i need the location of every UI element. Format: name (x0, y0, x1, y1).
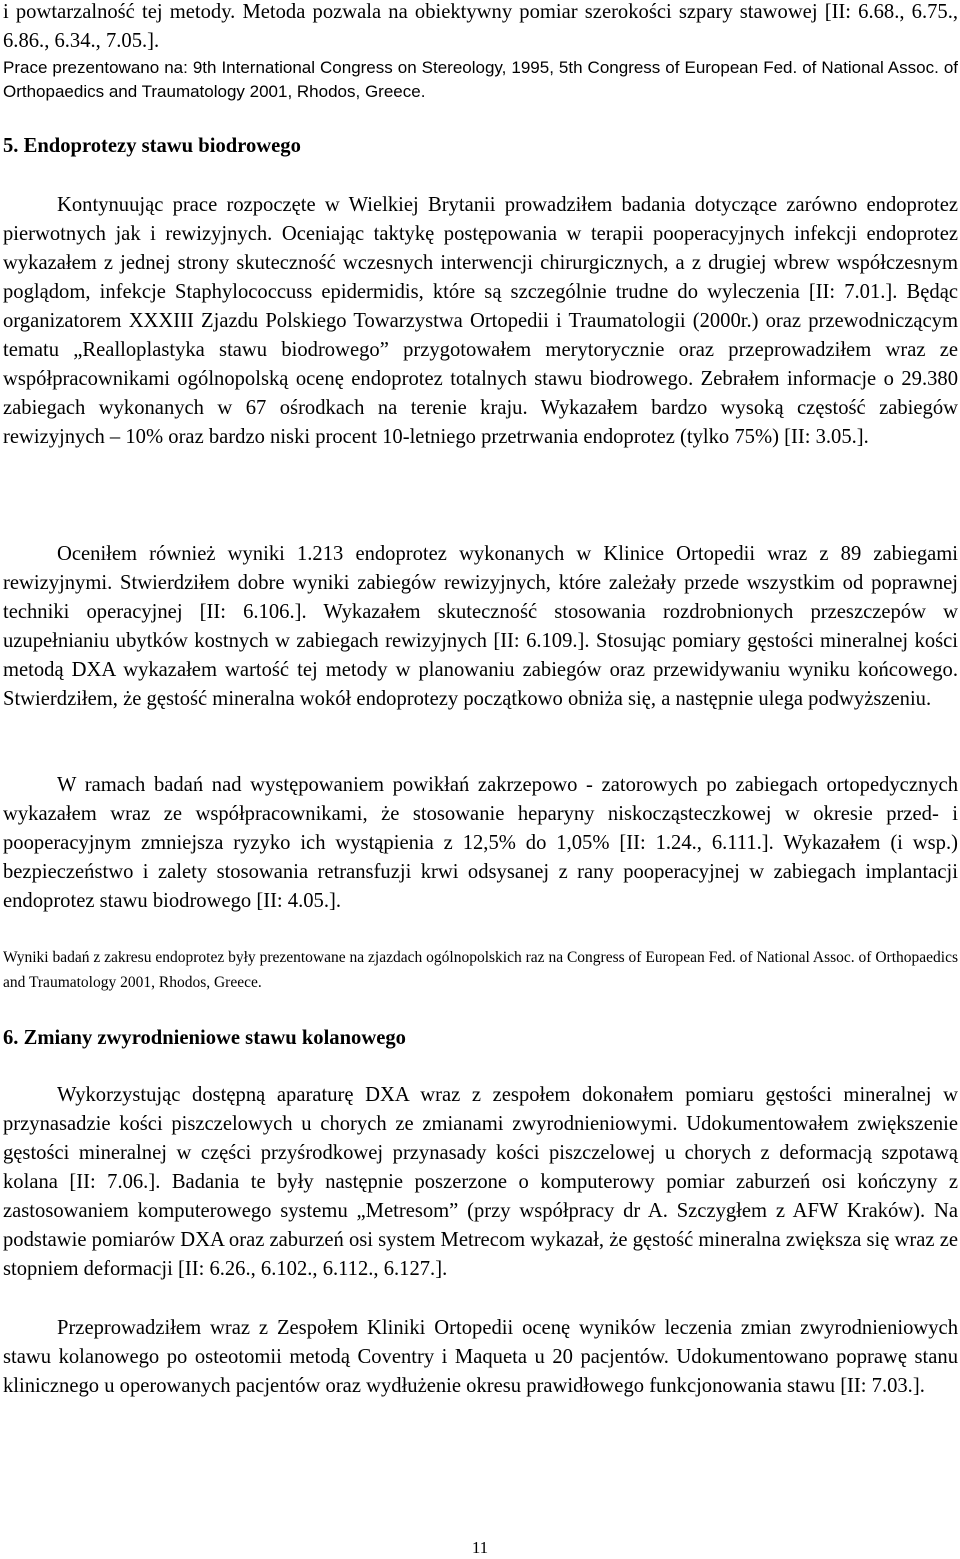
page-number: 11 (471, 1538, 489, 1557)
intro-paragraph: i powtarzalność tej metody. Metoda pozwala na obiektywny pomiar szerokości szpary stawowej [II: 6.68., 6.75., 6.86., 6.34., 7.05.]. (3, 1, 958, 52)
section-6-paragraph-2: Przeprowadziłem wraz z Zespołem Kliniki Ortopedii ocenę wyników leczenia zmian zwyrodnieniowych stawu kolanowego po osteotomii metodą Coventry i Maqueta u 20 pacjentów. Udokumentowano poprawę stanu klinicznego u operowanych pacjentów oraz wydłużenie okresu prawidłowego funkcjonowania stawu [II: 7.03.]. (3, 1317, 958, 1397)
section-5-paragraph-2: Oceniłem również wyniki 1.213 endoprotez wykonanych w Klinice Ortopedii wraz z 89 zabiegami rewizyjnymi. Stwierdziłem dobre wyniki zabiegów rewizyjnych, które zależały przede wszystkim od poprawnej techniki operacyjnej [II: 6.106.]. Wykazałem skuteczność stosowania rozdrobnionych przeszczepów w uzupełnianiu ubytków kostnych w zabiegach rewizyjnych [II: 6.109.]. Stosując pomiary gęstości mineralnej kości metodą DXA wykazałem wartość tej metody w planowaniu zabiegów oraz przewidywaniu wyniku końcowego. Stwierdziłem, że gęstość mineralna wokół endoprotezy początkowo obniża się, a następnie ulega podwyższeniu. (3, 543, 958, 710)
section-5-paragraph-3: W ramach badań nad występowaniem powikłań zakrzepowo - zatorowych po zabiegach ortopedycznych wykazałem wraz ze współpracownikami, że stosowanie heparyny niskocząsteczkowej w okresie przed- i pooperacyjnym zmniejsza ryzyko ich wystąpienia z 12,5% do 1,05% [II: 1.24., 6.111.]. Wykazałem (i wsp.) bezpieczeństwo i zalety stosowania retransfuzji krwi odsysanej z rany pooperacyjnej w zabiegach implantacji endoprotez stawu biodrowego [II: 4.05.]. (3, 774, 958, 912)
section-5-paragraph-1: Kontynuując prace rozpoczęte w Wielkiej Brytanii prowadziłem badania dotyczące zarówno endoprotez pierwotnych jak i rewizyjnych. Oceniając taktykę postępowania w terapii pooperacyjnych infekcji endoprotez wykazałem z jednej strony skuteczność wczesnych interwencji chirurgicznych, a z drugiej wbrew współczesnym poglądom, infekcje Staphylococcuss epidermidis, które są szczególnie trudne do wyleczenia [II: 7.01.]. Będąc organizatorem XXXIII Zjazdu Polskiego Towarzystwa Ortopedii i Traumatologii (2000r.) oraz przewodniczącym tematu „Realloplastyka stawu biodrowego” przygotowałem merytorycznie oraz przeprowadziłem wraz ze współpracownikami ogólnopolską ocenę endoprotez totalnych stawu biodrowego. Zebrałem informacje o 29.380 zabiegach wykonanych w 67 ośrodkach na terenie kraju. Wykazałem bardzo wysoką częstość zabiegów rewizyjnych – 10% oraz bardzo niski procent 10-letniego przetrwania endoprotez (tylko 75%) [II: 3.05.]. (3, 194, 958, 448)
section-5-heading: 5. Endoprotezy stawu biodrowego (3, 135, 301, 157)
section-6-paragraph-1: Wykorzystując dostępną aparaturę DXA wraz z zespołem dokonałem pomiaru gęstości mineralnej w przynasadzie kości piszczelowych u chorych ze zmianami zwyrodnieniowymi. Udokumentowałem zwiększenie gęstości mineralnej w części przyśrodkowej przynasady kości piszczelowej u chorych z deformacją szpotawą kolana [II: 7.06.]. Badania te były następnie poszerzone o komputerowy pomiar zaburzeń osi kończyny z zastosowaniem komputerowego systemu „Metresom” (przy współpracy dr A. Szczygłem z AFW Kraków). Na podstawie pomiarów DXA oraz zaburzeń osi system Metrecom wykazał, że gęstość mineralna zwiększa się wraz ze stopniem deformacji [II: 6.26., 6.102., 6.112., 6.127.]. (3, 1084, 958, 1280)
presentation-note: Prace prezentowano na: 9th International Congress on Stereology, 1995, 5th Congress of European Fed. of National Assoc. of Orthopaedics and Traumatology 2001, Rhodos, Greece. (3, 58, 958, 101)
section-5-note: Wyniki badań z zakresu endoprotez były prezentowane na zjazdach ogólnopolskich raz na Congress of European Fed. of National Assoc. of Orthopaedics and Traumatology 2001, Rhodos, Greece. (3, 949, 958, 991)
section-6-heading: 6. Zmiany zwyrodnieniowe stawu kolanowego (3, 1027, 406, 1049)
